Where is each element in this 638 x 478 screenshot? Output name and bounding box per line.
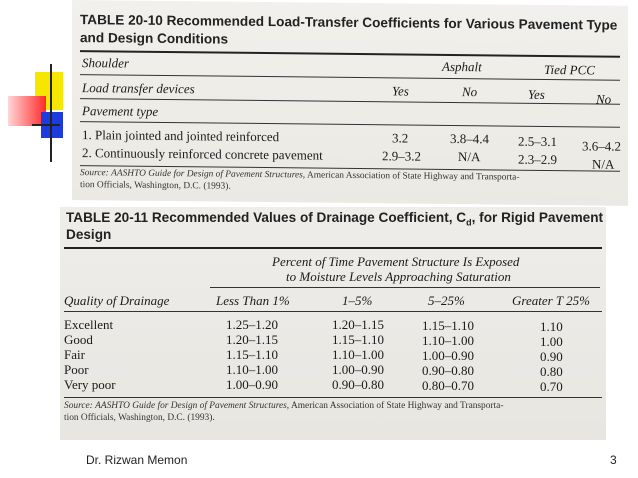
table2-bottom-rule xyxy=(64,397,602,398)
table1-asphalt-label: Asphalt xyxy=(442,58,482,75)
table2-col-1-5: 1–5% xyxy=(342,293,373,308)
table2-row2-gt25: 1.00 xyxy=(540,334,563,349)
table2-top-rule xyxy=(64,247,602,249)
table2-source-line2: tion Officials, Washington, D.C. (1993). xyxy=(64,413,215,423)
table1-asphalt-no: No xyxy=(462,84,478,100)
table2-source-label: Source: xyxy=(64,401,93,411)
table1-row1-asphalt-no: 3.8–4.4 xyxy=(450,130,489,147)
table1-row1-tied-no: 3.6–4.2 xyxy=(582,138,621,154)
table2-caption-subscript: d xyxy=(466,217,472,228)
decorative-vertical-line xyxy=(50,64,52,162)
table1-load-transfer-label: Load transfer devices xyxy=(82,80,195,97)
table1-top-rule xyxy=(80,50,620,58)
table2-caption-line2: Design xyxy=(66,227,112,242)
table1-row1-label: 1. Plain jointed and jointed reinforced xyxy=(82,127,280,145)
table1-row2-asphalt-no: N/A xyxy=(458,149,481,165)
table-20-11-scan xyxy=(60,207,606,440)
table1-row1-tied-yes: 2.5–3.1 xyxy=(518,133,557,150)
table2-row2-5-25: 1.10–1.00 xyxy=(422,333,474,348)
table2-row3-1-5: 1.10–1.00 xyxy=(332,347,384,362)
table1-caption-line2: and Design Conditions xyxy=(80,30,229,47)
table2-row5-1-5: 0.90–0.80 xyxy=(332,377,384,392)
table2-row2-quality: Good xyxy=(64,332,93,347)
footer-page-number: 3 xyxy=(610,453,617,467)
table2-row5-lt1: 1.00–0.90 xyxy=(226,377,278,392)
table2-row1-gt25: 1.10 xyxy=(540,319,563,334)
table2-col-5-25: 5–25% xyxy=(428,293,465,308)
table2-col-quality: Quality of Drainage xyxy=(64,293,170,308)
table2-row4-5-25: 0.90–0.80 xyxy=(422,363,474,378)
table1-tied-yes: Yes xyxy=(528,86,545,102)
table2-row1-quality: Excellent xyxy=(64,317,114,332)
table1-row2-tied-no: N/A xyxy=(592,156,615,172)
table1-source-line2: tion Officials, Washington, D.C. (1993). xyxy=(80,180,231,192)
table2-row3-lt1: 1.15–1.10 xyxy=(226,347,278,362)
table1-row2-label: 2. Continuously reinforced concrete pavement xyxy=(82,145,323,163)
table1-shoulder-label: Shoulder xyxy=(82,55,129,71)
table2-caption-tail: , for Rigid Pavement xyxy=(471,210,604,225)
table1-rule-2 xyxy=(80,74,620,81)
decorative-horizontal-line xyxy=(32,124,60,126)
table1-row1-asphalt-yes: 3.2 xyxy=(392,130,409,146)
table1-row2-asphalt-yes: 2.9–3.2 xyxy=(382,148,421,164)
table2-col-lt1: Less Than 1% xyxy=(216,293,290,308)
table1-source-title: AASHTO Guide for Design of Pavement Structures, xyxy=(111,168,306,181)
table1-rule-4 xyxy=(80,121,620,128)
table2-row1-1-5: 1.20–1.15 xyxy=(332,317,384,332)
table1-tied-no: No xyxy=(596,91,612,107)
table2-row4-quality: Poor xyxy=(64,362,89,377)
footer-author: Dr. Rizwan Memon xyxy=(86,453,188,467)
table2-row1-lt1: 1.25–1.20 xyxy=(226,317,278,332)
table2-row3-5-25: 1.00–0.90 xyxy=(422,348,474,363)
table2-row5-quality: Very poor xyxy=(64,377,116,392)
table2-source-line1 xyxy=(64,401,503,411)
table2-header-line1: Percent of Time Pavement Structure Is Exposed xyxy=(272,254,520,269)
table2-row3-gt25: 0.90 xyxy=(540,349,563,364)
table1-source-label: Source: xyxy=(80,168,109,179)
table2-source-title: AASHTO Guide for Design of Pavement Structures, xyxy=(95,401,290,411)
table2-header-rule xyxy=(210,287,600,288)
table1-row2-tied-yes: 2.3–2.9 xyxy=(518,151,557,168)
table2-row2-1-5: 1.15–1.10 xyxy=(332,332,384,347)
table1-tied-pcc-label: Tied PCC xyxy=(544,61,595,78)
table-20-10-scan xyxy=(72,0,628,206)
table2-row2-lt1: 1.20–1.15 xyxy=(226,332,278,347)
table2-row5-5-25: 0.80–0.70 xyxy=(422,378,474,393)
table1-asphalt-yes: Yes xyxy=(392,83,409,99)
table1-pavement-type-label: Pavement type xyxy=(82,103,159,119)
table2-row4-lt1: 1.10–1.00 xyxy=(226,362,278,377)
table2-row4-gt25: 0.80 xyxy=(540,364,563,379)
table2-caption-line1 xyxy=(66,210,603,228)
table2-row5-gt25: 0.70 xyxy=(540,379,563,394)
table1-caption-line1: TABLE 20-10 Recommended Load-Transfer Coefficients for Various Pavement Type xyxy=(80,12,618,33)
table2-row1-5-25: 1.15–1.10 xyxy=(422,318,474,333)
table2-col-gt25: Greater T 25% xyxy=(512,293,590,308)
table2-row4-1-5: 1.00–0.90 xyxy=(332,362,384,377)
table2-header-line2: to Moisture Levels Approaching Saturation xyxy=(286,269,511,284)
table2-source-rest: American Association of State Highway and Transporta- xyxy=(290,401,504,411)
table2-caption-main: TABLE 20-11 Recommended Values of Drainage Coefficient, C xyxy=(66,210,467,225)
table1-source-rest: American Association of State Highway and Transporta- xyxy=(306,170,520,183)
table2-row3-quality: Fair xyxy=(64,347,85,362)
table2-col-rule xyxy=(64,311,602,312)
